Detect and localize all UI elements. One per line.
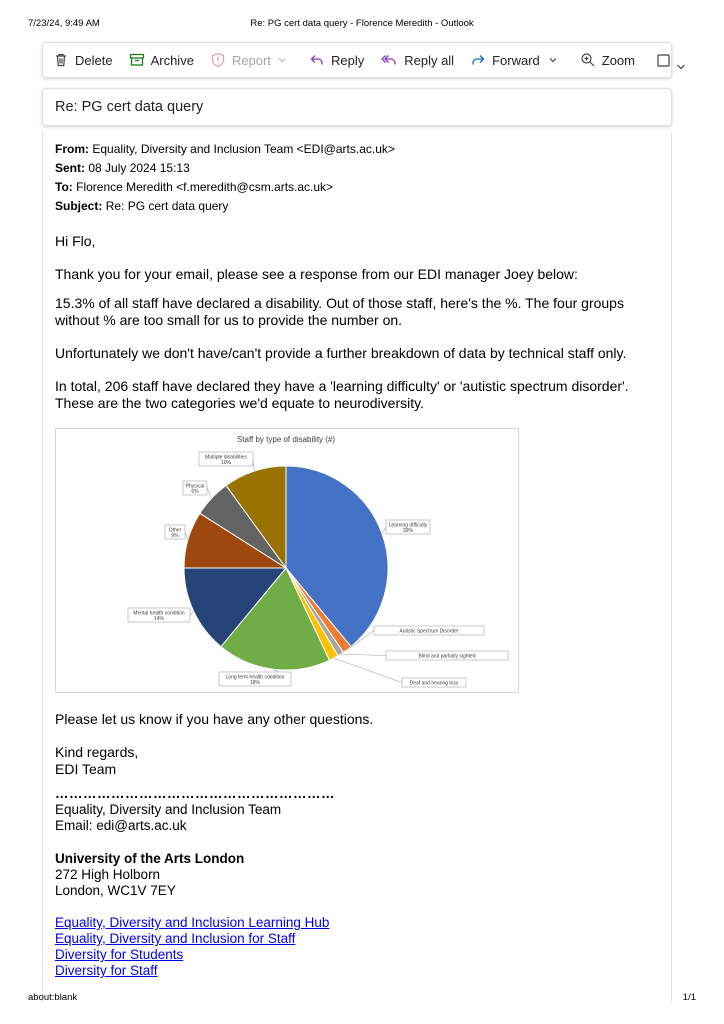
slice-name-label: Deaf and hearing loss bbox=[409, 680, 459, 687]
reply-icon bbox=[309, 52, 325, 68]
archive-button[interactable] bbox=[129, 42, 194, 78]
slice-name-label: Other bbox=[168, 527, 182, 534]
print-url: about:blank bbox=[28, 992, 78, 1003]
slice-name-label: Autistic Spectrum Disorder bbox=[399, 628, 459, 635]
zoom-label: Zoom bbox=[601, 52, 635, 68]
link-diversity-for-students[interactable]: Diversity for Students bbox=[55, 947, 184, 962]
leader-line bbox=[207, 488, 212, 498]
message-body bbox=[55, 233, 671, 979]
slice-name-label: Mental health condition bbox=[133, 610, 185, 617]
chevron-down-icon bbox=[548, 55, 558, 65]
leader-line bbox=[382, 527, 386, 533]
delete-label: Delete bbox=[75, 52, 113, 68]
sender-name: EDI Team bbox=[55, 761, 117, 777]
leader-line bbox=[341, 654, 386, 655]
reply-all-button[interactable] bbox=[380, 42, 454, 78]
slice-percent-label: 9% bbox=[171, 533, 179, 539]
print-datetime: 7/23/24, 9:49 AM bbox=[28, 18, 100, 29]
body-paragraph-1: Thank you for your email, please see a response from our EDI manager Joey below: bbox=[55, 266, 578, 282]
signature bbox=[55, 786, 671, 979]
closing: Kind regards, bbox=[55, 744, 139, 760]
slice-name-label: Physical bbox=[185, 483, 205, 490]
leader-line bbox=[334, 658, 402, 682]
link-diversity-for-staff[interactable]: Diversity for Staff bbox=[55, 963, 158, 978]
slice-name-label: Multiple disabilities bbox=[205, 454, 247, 461]
message-header bbox=[55, 140, 671, 216]
greeting: Hi Flo, bbox=[55, 233, 96, 249]
slice-percent-label: 6% bbox=[191, 489, 199, 495]
chart-title: Staff by type of disability (#) bbox=[236, 435, 336, 444]
report-button[interactable] bbox=[210, 42, 293, 78]
subject-label: Subject: bbox=[55, 199, 103, 213]
slice-percent-label: 14% bbox=[153, 616, 165, 622]
to-value: Florence Meredith <f.meredith@csm.arts.ac.uk> bbox=[76, 180, 334, 194]
subject-value: Re: PG cert data query bbox=[105, 199, 229, 213]
to-label: To: bbox=[55, 180, 73, 194]
slice-percent-label: 18% bbox=[249, 680, 261, 686]
sent-value: 08 July 2024 15:13 bbox=[88, 161, 190, 175]
from-label: From: bbox=[55, 142, 89, 156]
delete-button[interactable] bbox=[53, 42, 113, 78]
body-paragraph-2: 15.3% of all staff have declared a disability. Out of those staff, here's the %. The four groups without % are too small for us to provide the number on. bbox=[55, 295, 624, 328]
link-edi-learning-hub[interactable]: Equality, Diversity and Inclusion Learning Hub bbox=[55, 915, 330, 930]
forward-icon bbox=[470, 52, 486, 68]
toolbar-expand-chevron-icon[interactable] bbox=[676, 62, 686, 72]
print-header bbox=[28, 18, 696, 32]
leader-line bbox=[185, 532, 188, 540]
reply-label: Reply bbox=[330, 52, 365, 68]
reply-button[interactable] bbox=[309, 42, 364, 78]
signature-address-2: London, WC1V 7EY bbox=[55, 883, 176, 898]
body-paragraph-3: Unfortunately we don't have/can't provide a further breakdown of data by technical staff only. bbox=[55, 345, 627, 361]
sent-label: Sent: bbox=[55, 161, 85, 175]
message-toolbar bbox=[42, 42, 672, 78]
signature-address-1: 272 High Holborn bbox=[55, 867, 161, 882]
archive-icon bbox=[129, 52, 145, 68]
signature-divider: …………………………………………………… bbox=[55, 786, 335, 801]
more-actions-button[interactable] bbox=[655, 53, 671, 73]
body-paragraph-4: In total, 206 staff have declared they have a 'learning difficulty' or 'autistic spectrum disorder'. These are the two categories we'd equate to neurodiversity. bbox=[55, 378, 629, 411]
leader-line bbox=[190, 611, 194, 615]
signature-org: University of the Arts London bbox=[55, 851, 245, 866]
signature-email: Email: edi@arts.ac.uk bbox=[55, 818, 187, 833]
disability-pie-chart bbox=[55, 428, 519, 693]
pie-chart-svg bbox=[56, 429, 518, 692]
zoom-in-icon bbox=[580, 52, 596, 68]
print-window-title: Re: PG cert data query - Florence Meredith - Outlook bbox=[250, 18, 474, 29]
zoom-button[interactable] bbox=[580, 42, 635, 78]
reply-all-label: Reply all bbox=[404, 52, 455, 68]
slice-name-label: Long term health condition bbox=[225, 674, 285, 681]
slice-name-label: Blind and partially sighted bbox=[418, 653, 476, 660]
slice-percent-label: 39% bbox=[402, 528, 414, 534]
shield-warning-icon bbox=[210, 52, 226, 68]
chevron-down-icon bbox=[277, 55, 287, 65]
forward-label: Forward bbox=[492, 52, 540, 68]
print-page-number: 1/1 bbox=[682, 992, 696, 1003]
print-footer bbox=[28, 992, 696, 1006]
body-paragraph-5: Please let us know if you have any other questions. bbox=[55, 711, 374, 727]
slice-percent-label: 10% bbox=[220, 460, 232, 466]
signature-team: Equality, Diversity and Inclusion Team bbox=[55, 802, 282, 817]
slice-name-label: Learning difficulty bbox=[388, 522, 428, 529]
reply-all-icon bbox=[380, 52, 398, 68]
subject-heading: Re: PG cert data query bbox=[42, 88, 672, 126]
message-pane bbox=[42, 132, 672, 1002]
from-value: Equality, Diversity and Inclusion Team <EDI@arts.ac.uk> bbox=[92, 142, 395, 156]
overflow-icon bbox=[655, 53, 671, 69]
trash-icon bbox=[53, 52, 69, 68]
forward-button[interactable] bbox=[470, 42, 564, 78]
archive-label: Archive bbox=[150, 52, 194, 68]
report-label: Report bbox=[231, 52, 271, 68]
link-edi-for-staff[interactable]: Equality, Diversity and Inclusion for Staff bbox=[55, 931, 296, 946]
